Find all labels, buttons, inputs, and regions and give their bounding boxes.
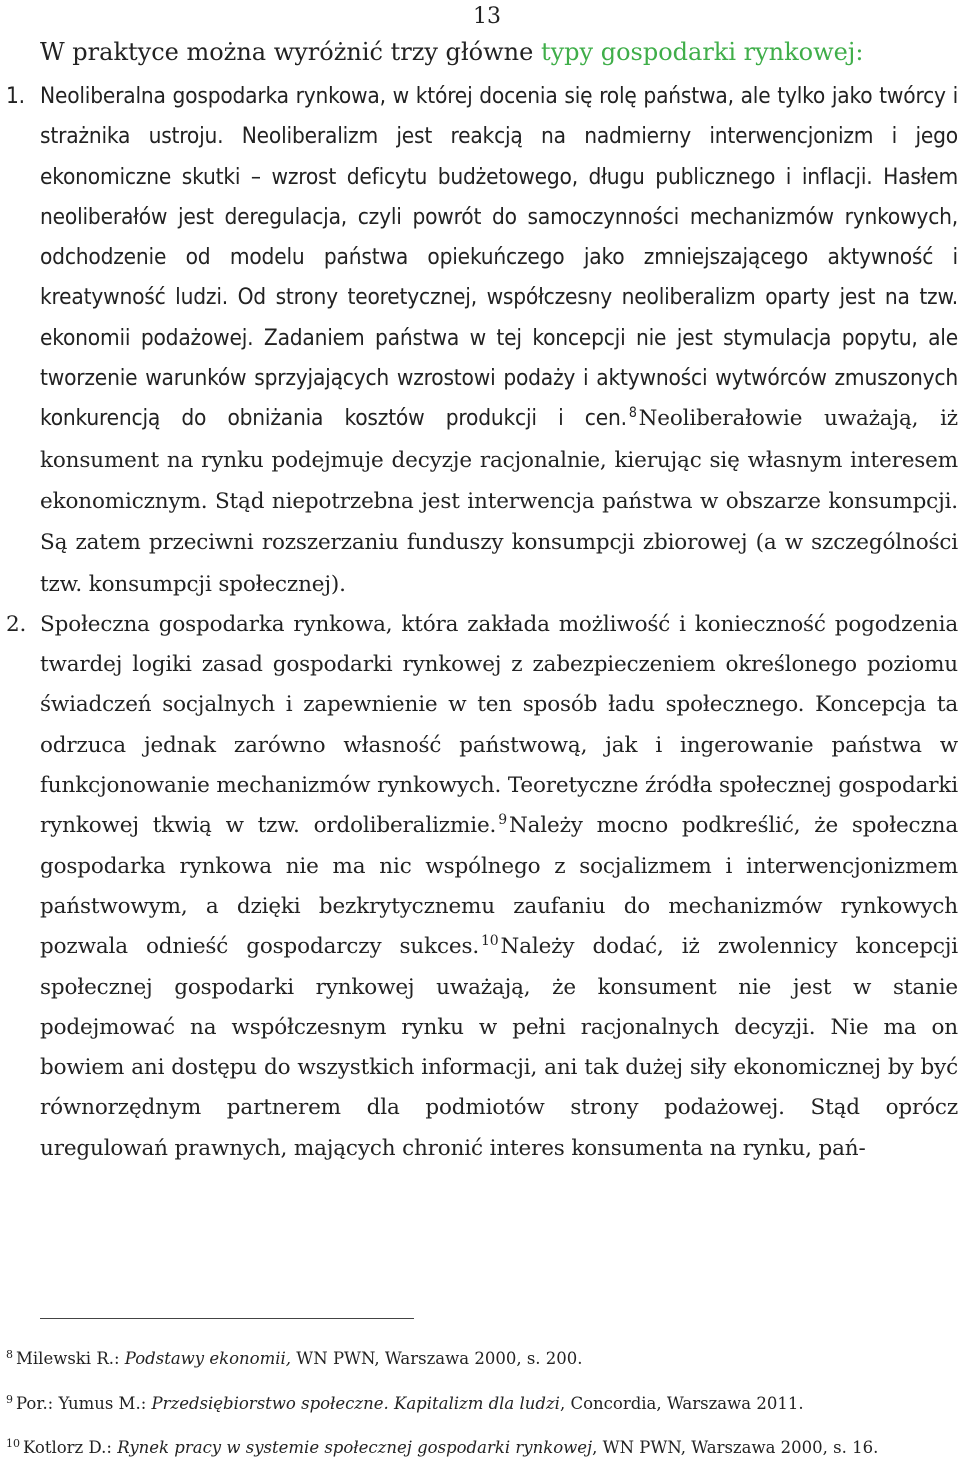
footnote-number: 8 [6,1348,13,1361]
list-item-1 [0,76,958,605]
footnote-title: Podstawy ekonomii, [124,1349,292,1368]
list-item-text: Neoliberalna gospodarka rynkowa, w której docenia się rolę państwa, ale tylko jako twórcy i strażnika ustroju. Neoliberalizm jest reakcją na nadmierny interwencjonizm i jego ekonomiczne skutki – wzrost deficytu budżetowego, długu publicznego i inflacji. Hasłem neoliberałów jest deregulacja, czyli powrót do samoczynności mechanizmów rynkowych, odchodzenie od modelu państwa opiekuńczego jako zmniejszającego aktywność i kreatywność ludzi. Od strony teoretycznej, współczesny neoliberalizm oparty jest na tzw. ekonomii podażowej. Zadaniem państwa w tej koncepcji nie jest stymulacja popytu, ale tworzenie warunków sprzyjających wzrostowi podaży i aktywności wytwórców zmuszonych konkurencją do obniżania kosztów produkcji i cen. [40,83,958,432]
footnote-ref-9[interactable]: 9 [498,812,507,829]
footnote-rest: , Concordia, Warszawa 2011. [559,1393,804,1413]
footnote-author: Kotlorz D.: [23,1438,118,1457]
intro-paragraph [40,36,863,68]
footnote-number: 10 [6,1437,20,1450]
footnote-separator [40,1318,414,1319]
footnote-number: 9 [6,1392,13,1406]
footnote-ref-10[interactable]: 10 [481,933,499,950]
footnote-9 [6,1393,946,1415]
list-item-text-continued: Należy mocno podkreślić, że społeczna gospodarka rynkowa nie ma nic wspólnego z socjalizmem i interwencjonizmem państwowym, a dzięki bezkrytycznemu zaufaniu do mechanizmów rynkowych pozwala odnieść gospodarczy sukces. [40,813,958,960]
footnote-rest: , WN PWN, Warszawa 2000, s. 16. [592,1438,879,1457]
footnote-title: Przedsiębiorstwo społeczne. Kapitalizm dla ludzi [151,1393,560,1413]
intro-text: W praktyce można wyróżnić trzy główne [40,38,541,66]
list-item-text-continued: Neoliberałowie uważają, iż konsument na rynku podejmuje decyzje racjonalnie, kierując się własnym interesem ekonomicznym. Stąd niepotrzebna jest interwencja państwa w obszarze konsumpcji. Są zatem przeciwni rozszerzaniu funduszy konsumpcji zbiorowej (a w szczególności tzw. konsumpcji społecznej). [40,406,958,597]
footnote-author: Por.: Yumus M.: [16,1393,152,1413]
list-item-number: 1. [6,83,25,109]
list-item-text: Społeczna gospodarka rynkowa, która zakłada możliwość i konieczność pogodzenia twardej logiki zasad gospodarki rynkowej z zabezpieczeniem określonego poziomu świadczeń socjalnych i zapewnienie w ten sposób ładu społecznego. Koncepcja ta odrzuca jednak zarówno własność państwową, jak i ingerowanie państwa w funkcjonowanie mechanizmów rynkowych. Teoretyczne źródła społecznej gospodarki rynkowej tkwią w tzw. ordoliberalizmie. [40,611,958,839]
footnote-rest: WN PWN, Warszawa 2000, s. 200. [291,1349,583,1368]
footnote-8 [6,1348,946,1370]
list-item-2 [0,605,958,1169]
list-item-text-continued-2: Należy dodać, iż zwolennicy koncepcji społecznej gospodarki rynkowej uważają, że konsument nie jest w stanie podejmować na współczesnym rynku w pełni racjonalnych decyzji. Nie ma on bowiem ani dostępu do wszystkich informacji, ani tak dużej siły ekonomicznej by być równorzędnym partnerem dla podmiotów strony podażowej. Stąd oprócz uregulowań prawnych, mających chronić interes konsumenta na rynku, pań- [40,934,959,1161]
list-item-number: 2. [6,611,27,637]
intro-highlight: typy gospodarki rynkowej [540,38,856,66]
page-number: 13 [473,4,501,29]
footnote-10 [6,1437,946,1459]
footnote-author: Milewski R.: [16,1349,125,1368]
intro-colon: : [855,38,864,66]
footnote-ref-8[interactable]: 8 [628,405,637,422]
footnote-title: Rynek pracy w systemie społecznej gospodarki rynkowej [117,1438,593,1457]
footnotes [6,1348,946,1482]
numbered-list [0,76,960,1169]
